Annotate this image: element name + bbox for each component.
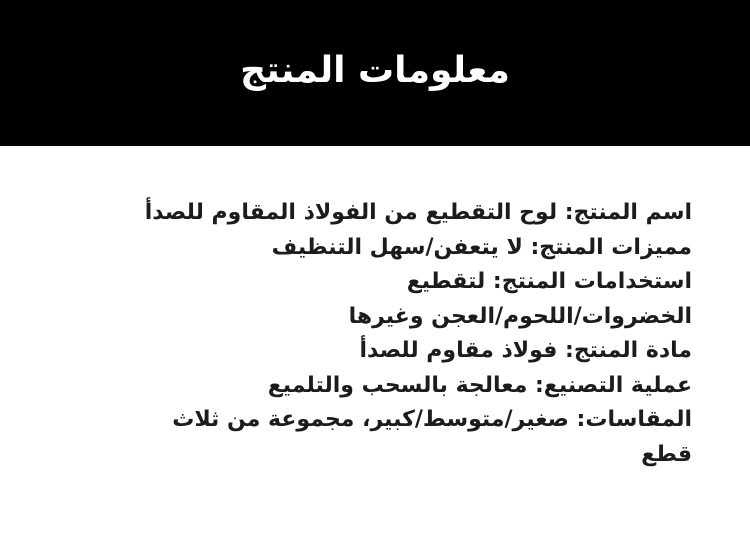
header-banner — [0, 0, 750, 146]
product-name-line: اسم المنتج: لوح التقطيع من الفولاذ المقاوم للصدأ — [144, 200, 692, 225]
page-title: معلومات المنتج — [240, 50, 510, 91]
product-info-text — [52, 196, 692, 472]
product-features-line: مميزات المنتج: لا يتعفن/سهل التنظيف — [271, 234, 692, 260]
product-sizes-continued-line: قطع — [641, 441, 692, 467]
product-uses-line: استخدامات المنتج: لتقطيع — [406, 269, 692, 294]
product-sizes-line: المقاسات: صغير/متوسط/كبير، مجموعة من ثلاث — [172, 407, 692, 432]
manufacturing-process-line: عملية التصنيع: معالجة بالسحب والتلميع — [267, 372, 692, 398]
product-material-line: مادة المنتج: فولاذ مقاوم للصدأ — [359, 338, 692, 363]
product-uses-continued-line: الخضروات/اللحوم/العجن وغيرها — [348, 303, 692, 329]
